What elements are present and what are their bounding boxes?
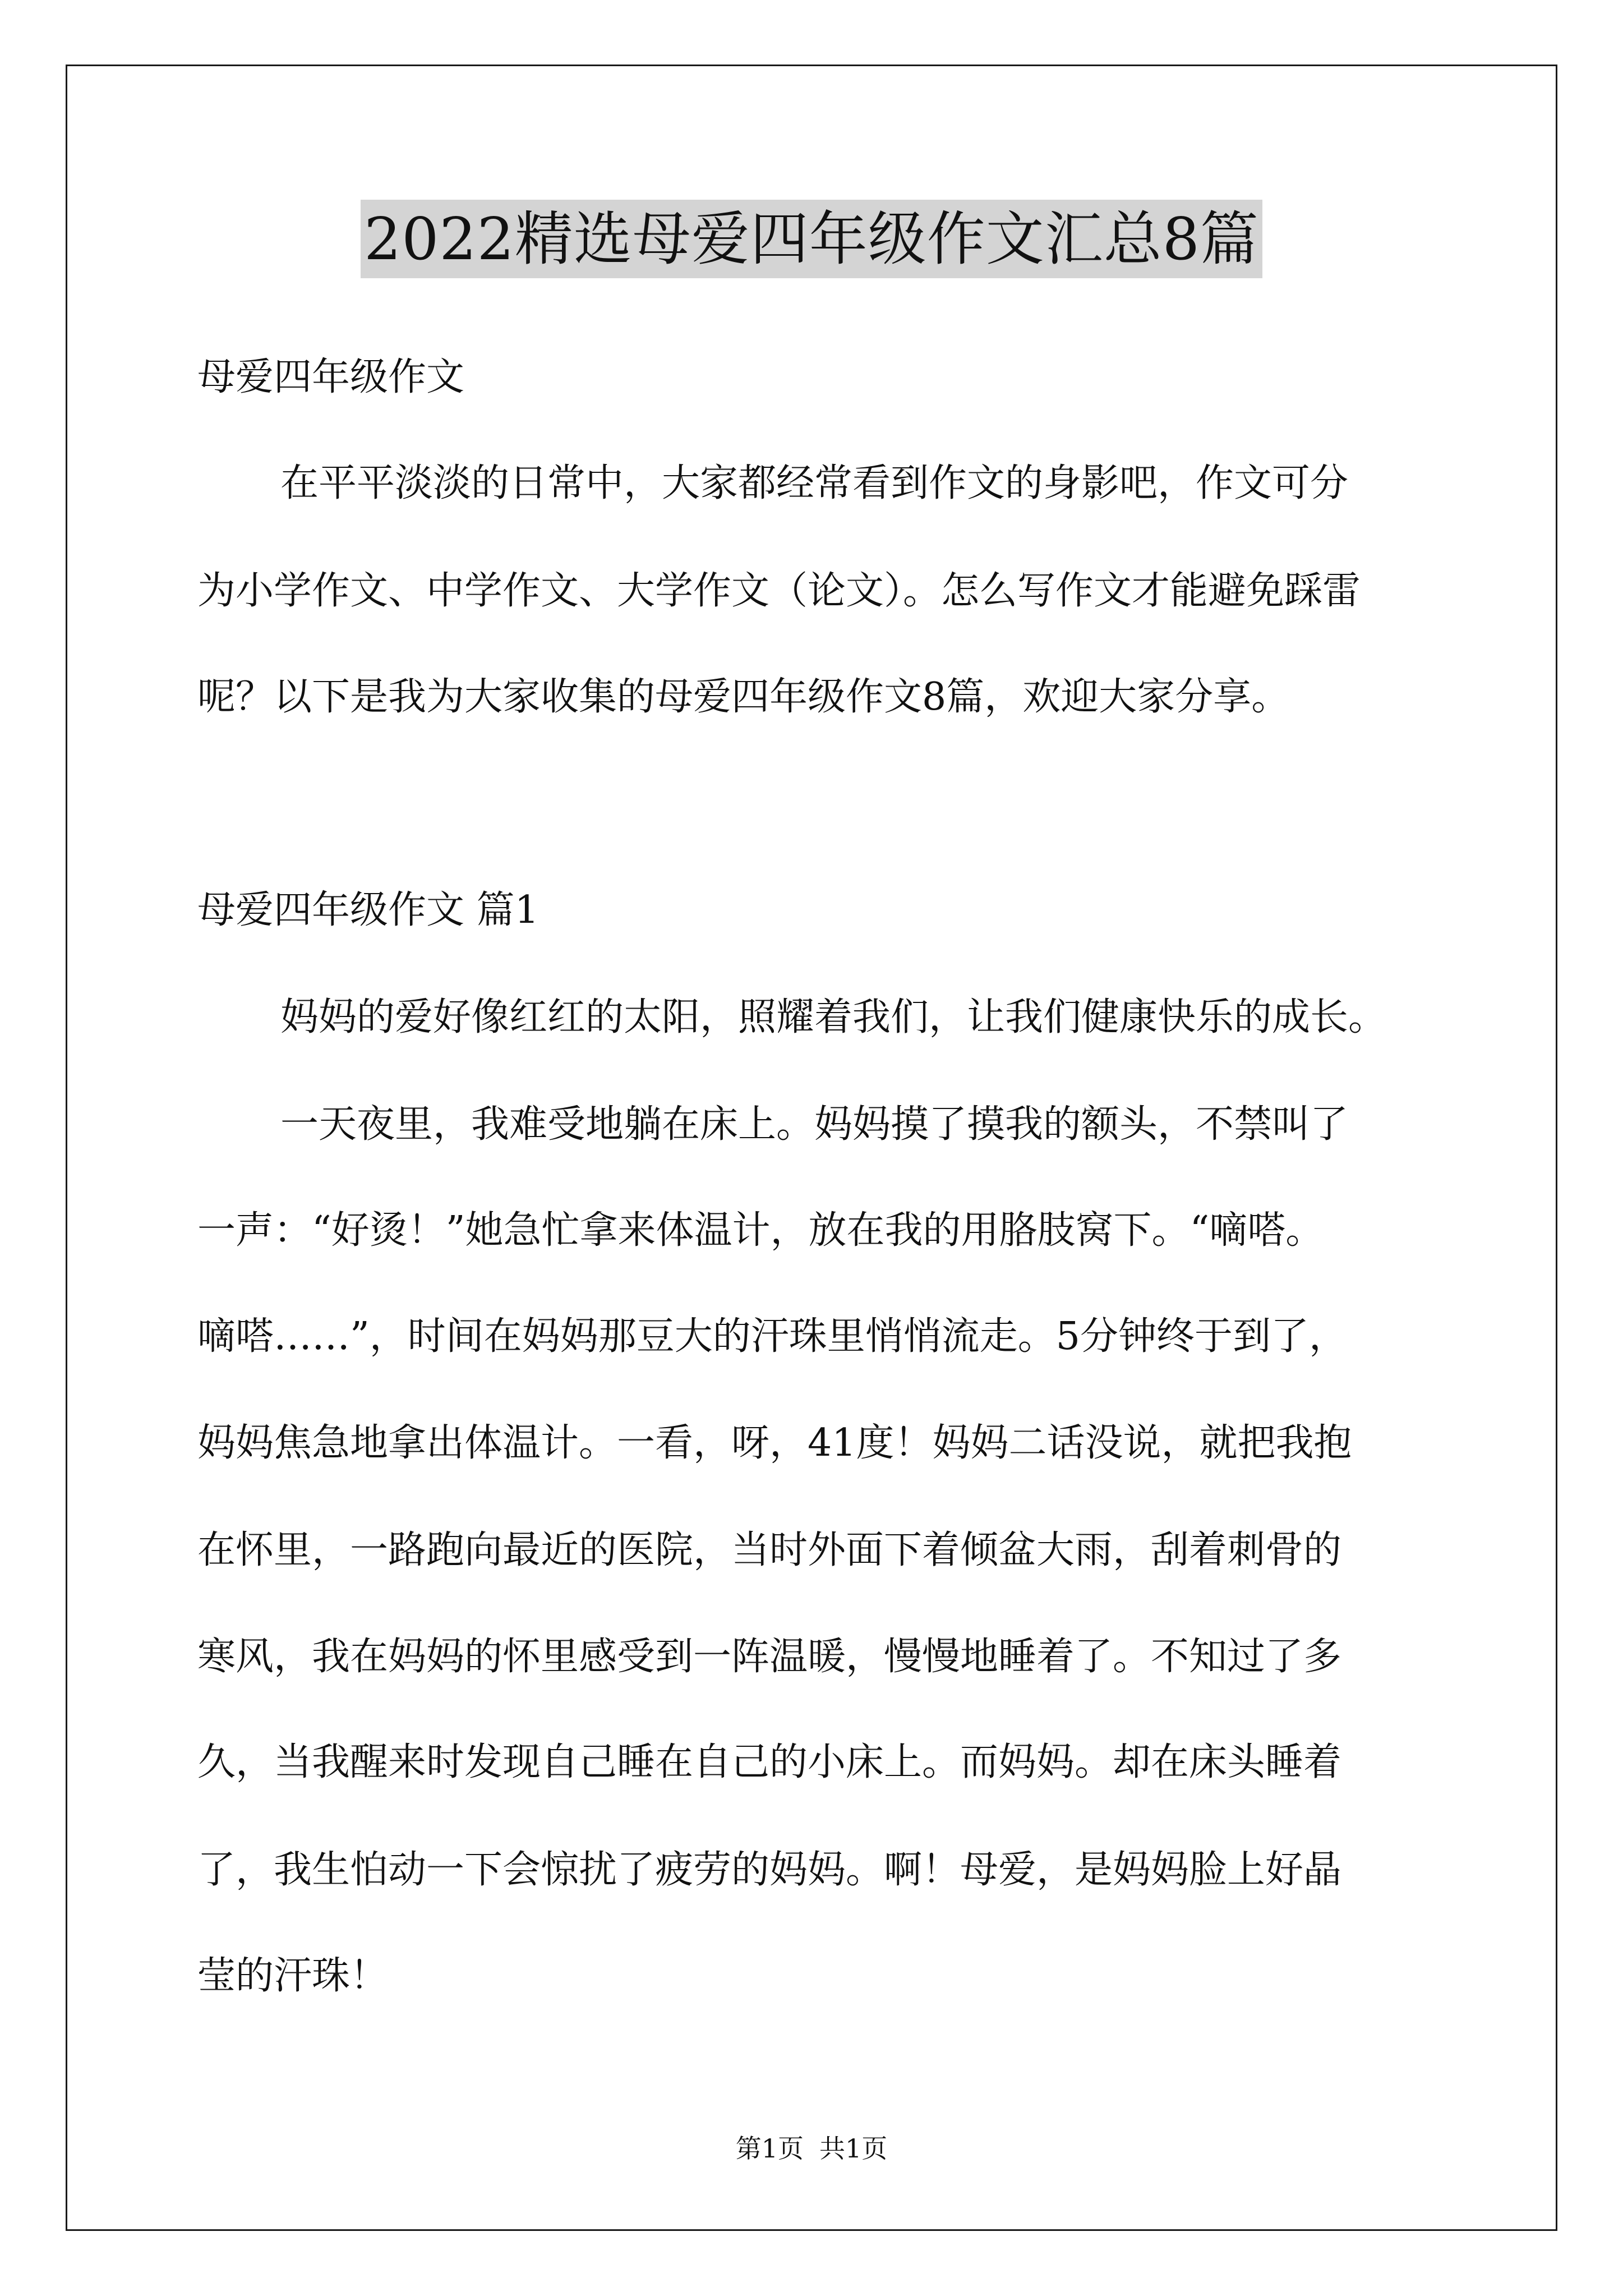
part1-line-10: 莹的汗珠！ (197, 1954, 389, 1998)
intro-line-3: 呢？以下是我为大家收集的母爱四年级作文8篇，欢迎大家分享。 (197, 675, 1290, 719)
part1-heading: 母爱四年级作文 篇1 (197, 888, 539, 932)
page-total: 共1页 (819, 2133, 888, 2164)
section-heading: 母爱四年级作文 (197, 355, 465, 399)
title-container (0, 200, 1623, 278)
part1-line-7: 寒风，我在妈妈的怀里感受到一阵温暖，慢慢地睡着了。不知过了多 (197, 1635, 1342, 1679)
part1-line-3: 一声：“好烫！”她急忙拿来体温计，放在我的用胳肢窝下。“嘀嗒。 (197, 1208, 1324, 1253)
part1-line-8: 久，当我醒来时发现自己睡在自己的小床上。而妈妈。却在床头睡着 (197, 1740, 1342, 1784)
page-number: 第1页 (735, 2133, 804, 2164)
part1-line-6: 在怀里，一路跑向最近的医院，当时外面下着倾盆大雨，刮着刺骨的 (197, 1528, 1342, 1572)
intro-line-2: 为小学作文、中学作文、大学作文（论文）。怎么写作文才能避免踩雷 (197, 569, 1361, 613)
part1-line-4: 嘀嗒……”，时间在妈妈那豆大的汗珠里悄悄流走。5分钟终于到了， (197, 1314, 1348, 1359)
document-title: 2022精选母爱四年级作文汇总8篇 (361, 200, 1262, 278)
part1-line-2: 一天夜里，我难受地躺在床上。妈妈摸了摸我的额头，不禁叫了 (280, 1102, 1349, 1147)
part1-line-9: 了，我生怕动一下会惊扰了疲劳的妈妈。啊！母爱，是妈妈脸上好晶 (197, 1848, 1342, 1892)
intro-line-1: 在平平淡淡的日常中，大家都经常看到作文的身影吧，作文可分 (280, 461, 1349, 505)
part1-line-5: 妈妈焦急地拿出体温计。一看，呀，41度！妈妈二话没说，就把我抱 (197, 1421, 1352, 1465)
part1-line-1: 妈妈的爱好像红红的太阳，照耀着我们，让我们健康快乐的成长。 (280, 995, 1387, 1039)
page-footer (0, 2133, 1623, 2164)
